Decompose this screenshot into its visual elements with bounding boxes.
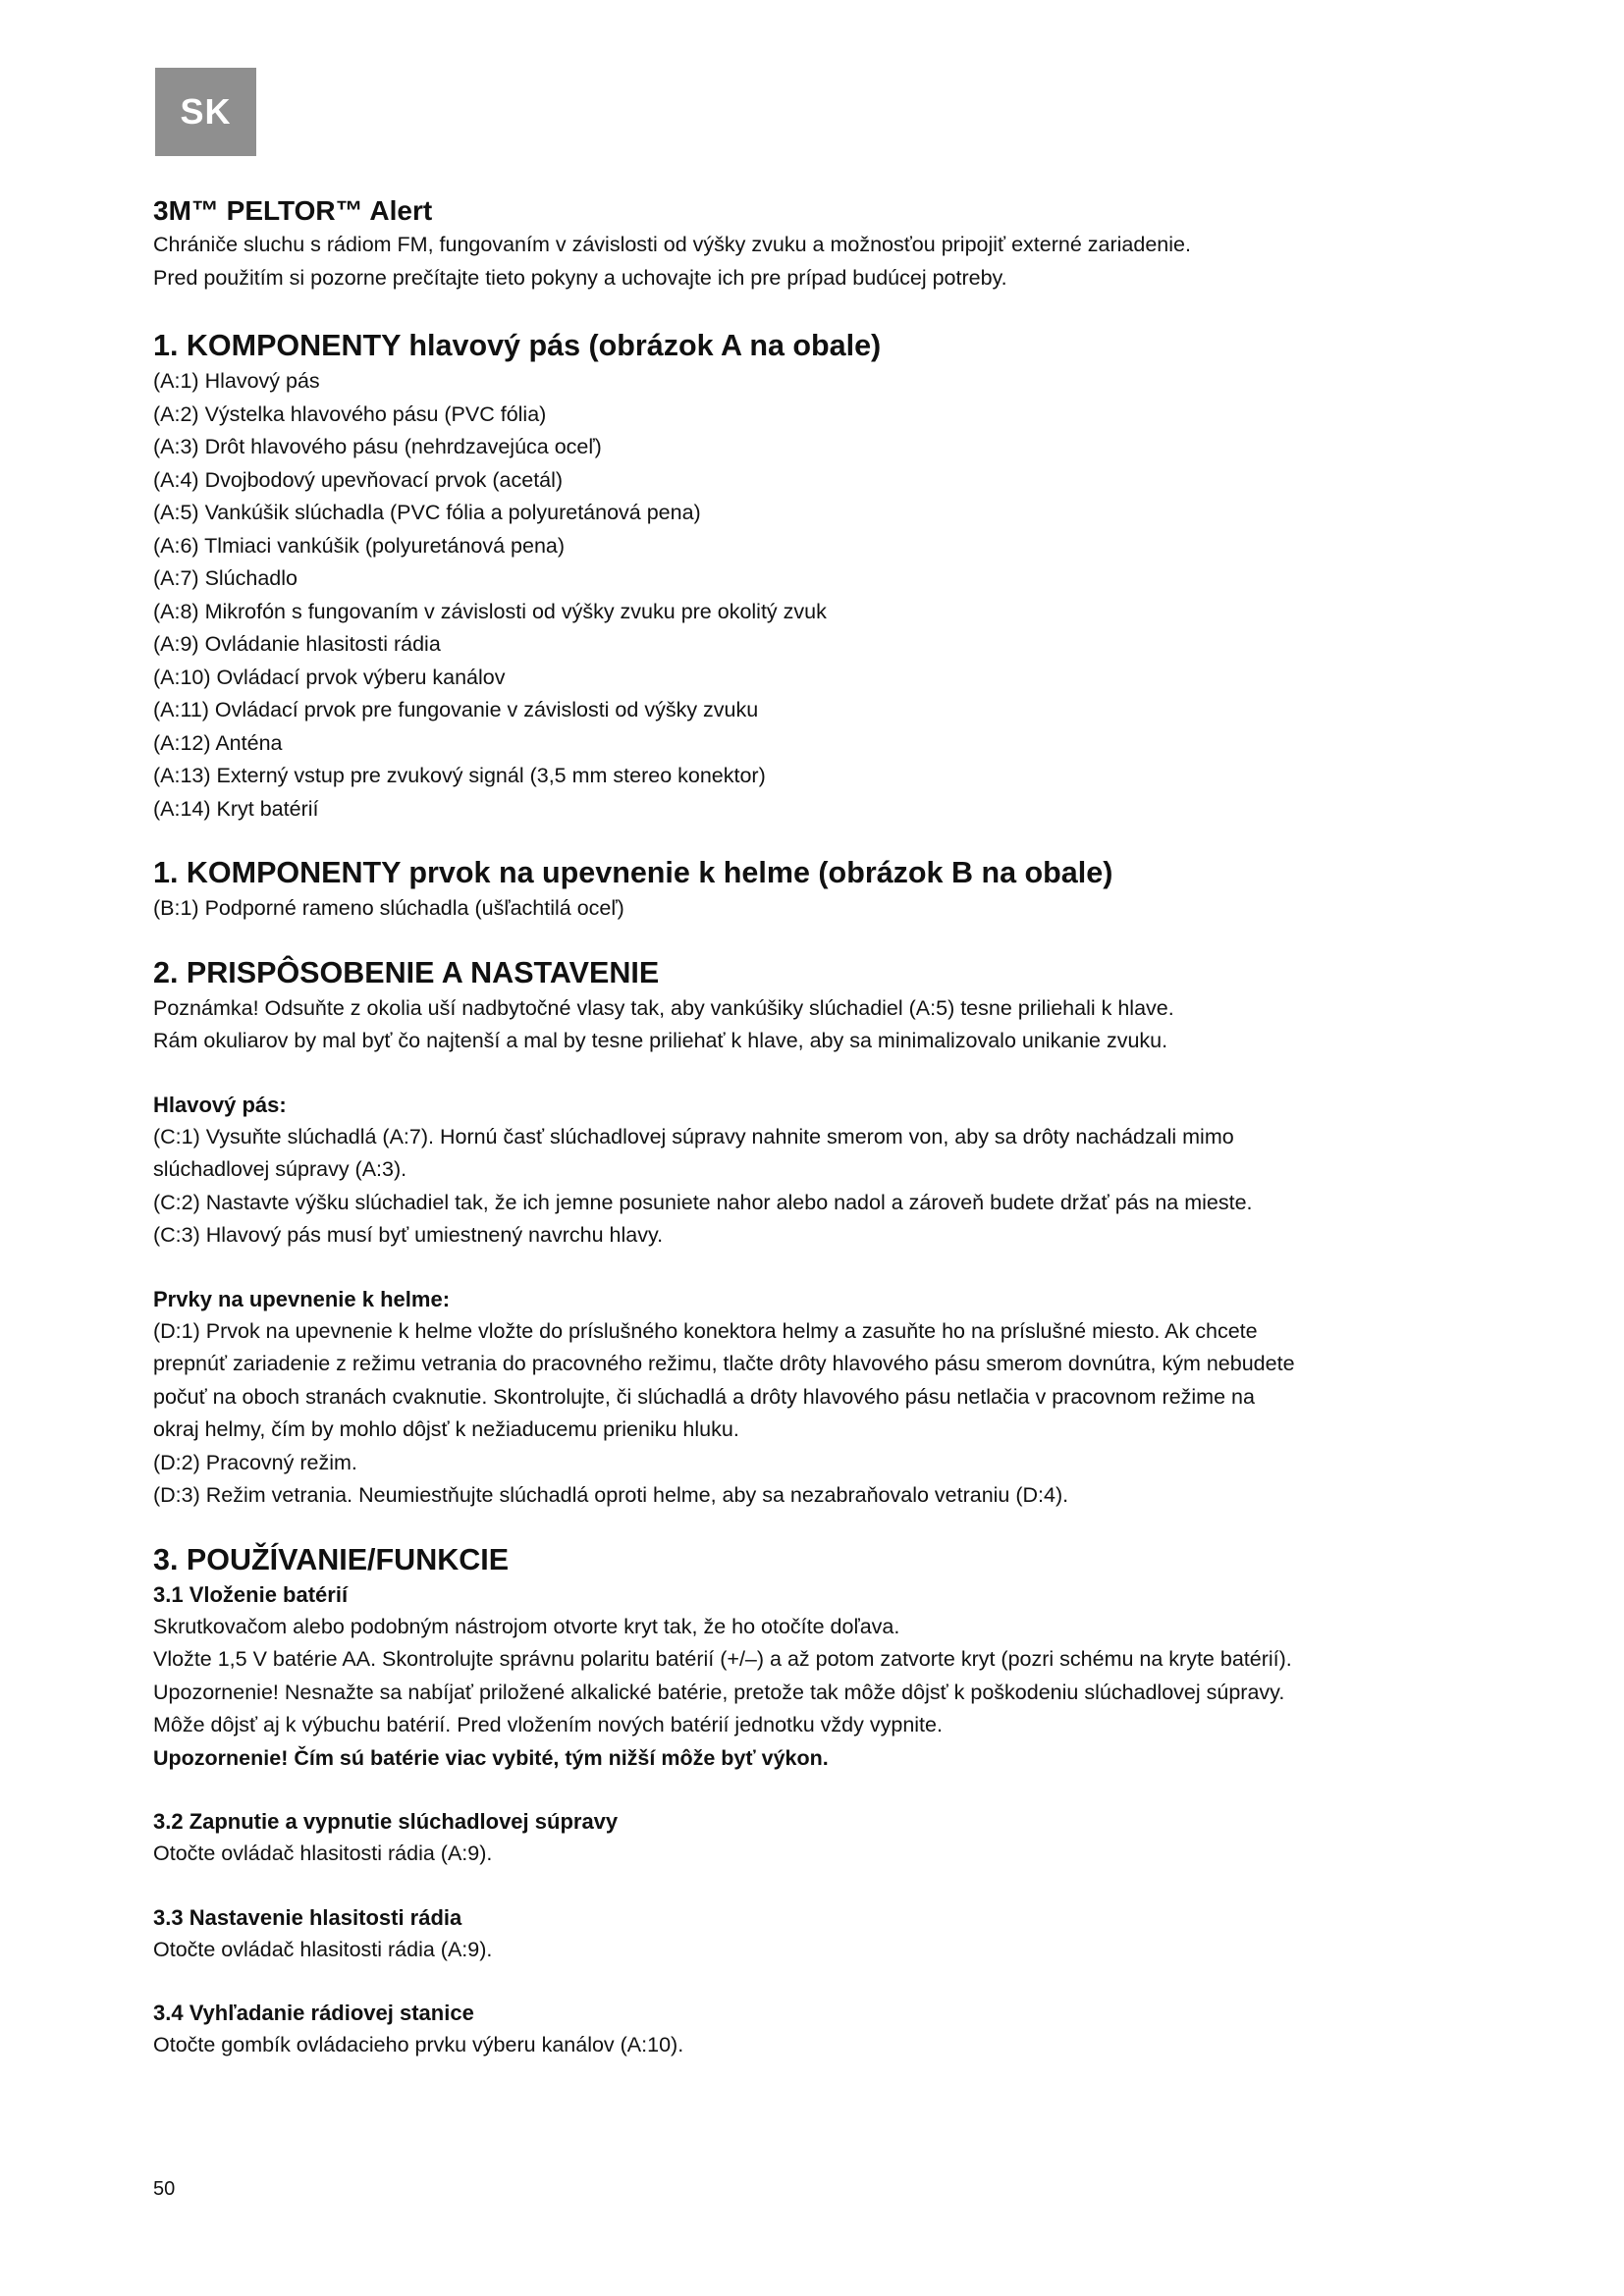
battery-line: Skrutkovačom alebo podobným nástrojom otvorte kryt tak, že ho otočíte doľava. bbox=[153, 1614, 900, 1638]
helmet-line: (D:1) Prvok na upevnenie k helme vložte do príslušného konektora helmy a zasuňte ho na príslušné miesto. Ak chcete bbox=[153, 1318, 1258, 1343]
component-item: (A:2) Výstelka hlavového pásu (PVC fólia) bbox=[153, 401, 547, 426]
document-body bbox=[153, 193, 1430, 2062]
component-item: (A:10) Ovládací prvok výberu kanálov bbox=[153, 665, 506, 689]
station-text: Otočte gombík ovládacieho prvku výberu kanálov (A:10). bbox=[153, 2033, 684, 2056]
subheading-station-search: 3.4 Vyhľadanie rádiovej stanice bbox=[153, 2001, 474, 2025]
section-heading-components-helmet: 1. KOMPONENTY prvok na upevnenie k helme (obrázok B na obale) bbox=[153, 856, 1113, 889]
volume-text: Otočte ovládač hlasitosti rádia (A:9). bbox=[153, 1937, 493, 1961]
component-item: (A:12) Anténa bbox=[153, 730, 283, 755]
section-heading-usage: 3. POUŽÍVANIE/FUNKCIE bbox=[153, 1542, 510, 1576]
helmet-line: okraj helmy, čím by mohlo dôjsť k nežiaducemu prieniku hluku. bbox=[153, 1417, 739, 1441]
subheading-helmet-attachment: Prvky na upevnenie k helme: bbox=[153, 1286, 451, 1311]
headband-line: (C:2) Nastavte výšku slúchadiel tak, že ich jemne posuniete nahor alebo nadol a zároveň budete držať pás na mieste. bbox=[153, 1190, 1253, 1214]
component-item: (A:9) Ovládanie hlasitosti rádia bbox=[153, 632, 441, 656]
subheading-headband: Hlavový pás: bbox=[153, 1092, 287, 1117]
intro-line: Chrániče sluchu s rádiom FM, fungovaním v závislosti od výšky zvuku a možnosťou pripojiť externé zariadenie. bbox=[153, 233, 1191, 256]
language-badge: SK bbox=[155, 68, 256, 156]
fitting-note: Rám okuliarov by mal byť čo najtenší a mal by tesne priliehať k hlave, aby sa minimalizovalo unikanie zvuku. bbox=[153, 1029, 1168, 1052]
subheading-battery-insert: 3.1 Vloženie batérií bbox=[153, 1581, 349, 1607]
helmet-line: (D:3) Režim vetrania. Neumiestňujte slúchadlá oproti helme, aby sa nezabraňovalo vetraniu (D:4). bbox=[153, 1483, 1069, 1507]
component-item: (A:1) Hlavový pás bbox=[153, 369, 320, 393]
subheading-volume: 3.3 Nastavenie hlasitosti rádia bbox=[153, 1904, 462, 1930]
component-item: (A:5) Vankúšik slúchadla (PVC fólia a polyuretánová pena) bbox=[153, 501, 701, 524]
document-title: 3M™ PELTOR™ Alert bbox=[153, 195, 433, 226]
component-item: (B:1) Podporné rameno slúchadla (ušľachtilá oceľ) bbox=[153, 896, 624, 920]
component-item: (A:4) Dvojbodový upevňovací prvok (acetál) bbox=[153, 467, 564, 492]
helmet-line: počuť na oboch stranách cvaknutie. Skontrolujte, či slúchadlá a drôty hlavového pásu netlačia v pracovnom režime na bbox=[153, 1384, 1255, 1409]
component-item: (A:13) Externý vstup pre zvukový signál (3,5 mm stereo konektor) bbox=[153, 764, 766, 787]
section-heading-components-headband: 1. KOMPONENTY hlavový pás (obrázok A na obale) bbox=[153, 329, 882, 362]
component-item: (A:8) Mikrofón s fungovaním v závislosti od výšky zvuku pre okolitý zvuk bbox=[153, 599, 827, 623]
headband-line: (C:1) Vysuňte slúchadlá (A:7). Hornú časť slúchadlovej súpravy nahnite smerom von, aby sa drôty nachádzali mimo bbox=[153, 1124, 1234, 1148]
headband-line: slúchadlovej súpravy (A:3). bbox=[153, 1157, 407, 1181]
battery-line: Vložte 1,5 V batérie AA. Skontrolujte správnu polaritu batérií (+/–) a až potom zatvorte kryt (pozri schému na kryte batérií). bbox=[153, 1647, 1292, 1671]
battery-warning: Upozornenie! Čím sú batérie viac vybité, tým nižší môže byť výkon. bbox=[153, 1745, 829, 1770]
helmet-line: prepnúť zariadenie z režimu vetrania do pracovného režimu, tlačte drôty hlavového pásu smerom dovnútra, kým nebudete bbox=[153, 1352, 1295, 1375]
helmet-line: (D:2) Pracovný režim. bbox=[153, 1450, 357, 1474]
battery-line: Upozornenie! Nesnažte sa nabíjať priložené alkalické batérie, pretože tak môže dôjsť k poškodeniu slúchadlovej súpravy. bbox=[153, 1680, 1285, 1704]
component-item: (A:3) Drôt hlavového pásu (nehrdzavejúca oceľ) bbox=[153, 435, 602, 458]
fitting-note: Poznámka! Odsuňte z okolia uší nadbytočné vlasy tak, aby vankúšiky slúchadiel (A:5) tesne priliehali k hlave. bbox=[153, 995, 1174, 1020]
intro-line: Pred použitím si pozorne prečítajte tieto pokyny a uchovajte ich pre prípad budúcej potreby. bbox=[153, 265, 1007, 290]
power-text: Otočte ovládač hlasitosti rádia (A:9). bbox=[153, 1842, 493, 1865]
component-item: (A:6) Tlmiaci vankúšik (polyuretánová pena) bbox=[153, 533, 566, 558]
component-item: (A:11) Ovládací prvok pre fungovanie v závislosti od výšky zvuku bbox=[153, 698, 759, 721]
component-item: (A:7) Slúchadlo bbox=[153, 566, 298, 590]
page-number: 50 bbox=[153, 2178, 176, 2200]
section-heading-fitting: 2. PRISPÔSOBENIE A NASTAVENIE bbox=[153, 955, 660, 989]
subheading-power: 3.2 Zapnutie a vypnutie slúchadlovej súpravy bbox=[153, 1809, 619, 1834]
battery-line: Môže dôjsť aj k výbuchu batérií. Pred vložením nových batérií jednotku vždy vypnite. bbox=[153, 1713, 943, 1736]
component-item: (A:14) Kryt batérií bbox=[153, 796, 319, 821]
headband-line: (C:3) Hlavový pás musí byť umiestnený navrchu hlavy. bbox=[153, 1223, 664, 1247]
